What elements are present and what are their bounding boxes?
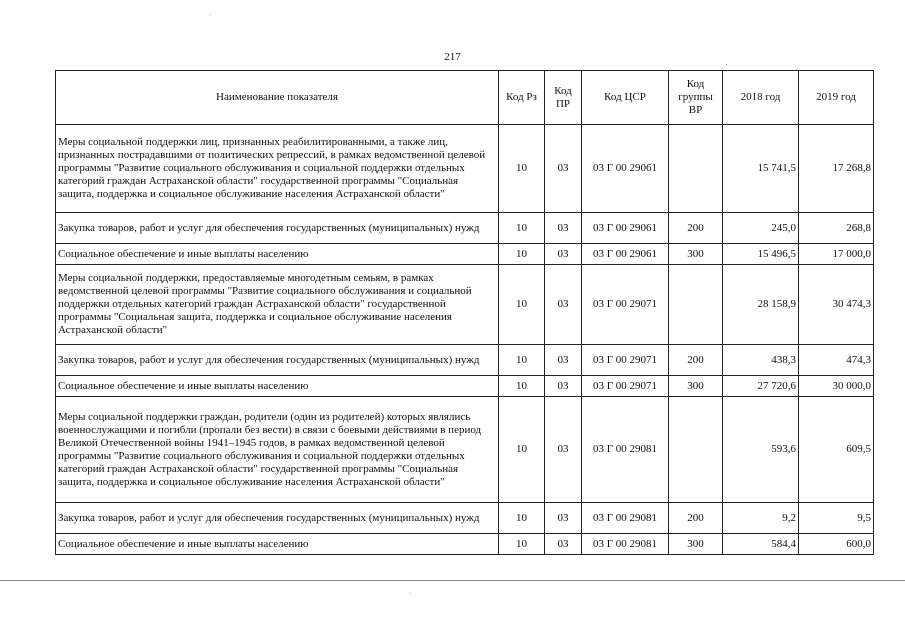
row-vr: 200 — [669, 503, 723, 534]
row-2018: 245,0 — [723, 213, 799, 244]
row-vr — [669, 265, 723, 345]
row-rz: 10 — [499, 534, 545, 555]
row-2018: 593,6 — [723, 397, 799, 503]
row-csr: 03 Г 00 29071 — [582, 345, 669, 376]
row-2019: 17 000,0 — [799, 244, 874, 265]
row-name: Социальное обеспечение и иные выплаты населению — [56, 376, 499, 397]
row-vr — [669, 397, 723, 503]
row-rz: 10 — [499, 244, 545, 265]
table-row — [56, 125, 874, 213]
row-name: Закупка товаров, работ и услуг для обеспечения государственных (муниципальных) нужд — [56, 503, 499, 534]
row-vr: 300 — [669, 244, 723, 265]
header-name: Наименование показателя — [56, 71, 499, 125]
row-csr: 03 Г 00 29081 — [582, 534, 669, 555]
row-csr: 03 Г 00 29071 — [582, 265, 669, 345]
header-2018: 2018 год — [723, 71, 799, 125]
row-2019: 609,5 — [799, 397, 874, 503]
row-pr: 03 — [545, 534, 582, 555]
row-pr: 03 — [545, 244, 582, 265]
row-name: Меры социальной поддержки граждан, родители (один из родителей) которых являлись военнослужащими и погибли (пропали без вести) в связи с боевыми действиями в период Великой Отечественной войны 1941–1945 годов, в рамках ведомственной целевой программы "Развитие социального обслуживания и социальной поддержки отдельных категорий граждан Астраханской области" государственной программы "Социальная защита, поддержка и социальное обслуживание населения Астраханской области" — [56, 397, 499, 503]
row-vr — [669, 125, 723, 213]
row-csr: 03 Г 00 29081 — [582, 503, 669, 534]
row-pr: 03 — [545, 397, 582, 503]
row-2019: 17 268,8 — [799, 125, 874, 213]
row-2019: 30 000,0 — [799, 376, 874, 397]
row-csr: 03 Г 00 29061 — [582, 125, 669, 213]
row-vr: 200 — [669, 345, 723, 376]
scan-speck — [726, 64, 727, 65]
row-2019: 600,0 — [799, 534, 874, 555]
page-bottom-rule — [0, 580, 905, 581]
table-row — [56, 397, 874, 503]
row-2018: 15 741,5 — [723, 125, 799, 213]
budget-table — [55, 70, 874, 555]
table-row — [56, 244, 874, 265]
header-2019: 2019 год — [799, 71, 874, 125]
row-rz: 10 — [499, 125, 545, 213]
row-rz: 10 — [499, 265, 545, 345]
row-rz: 10 — [499, 397, 545, 503]
header-pr: Код ПР — [545, 71, 582, 125]
row-csr: 03 Г 00 29071 — [582, 376, 669, 397]
row-vr: 200 — [669, 213, 723, 244]
row-rz: 10 — [499, 376, 545, 397]
page-number: 217 — [444, 51, 461, 63]
row-csr: 03 Г 00 29061 — [582, 213, 669, 244]
row-pr: 03 — [545, 265, 582, 345]
row-2018: 9,2 — [723, 503, 799, 534]
row-2019: 268,8 — [799, 213, 874, 244]
row-pr: 03 — [545, 213, 582, 244]
header-rz: Код Рз — [499, 71, 545, 125]
header-vr: Код группы ВР — [669, 71, 723, 125]
row-2018: 584,4 — [723, 534, 799, 555]
row-2019: 9,5 — [799, 503, 874, 534]
scan-speck — [410, 593, 411, 594]
row-2018: 438,3 — [723, 345, 799, 376]
table-row — [56, 534, 874, 555]
row-2018: 28 158,9 — [723, 265, 799, 345]
table-row — [56, 265, 874, 345]
row-name: Закупка товаров, работ и услуг для обеспечения государственных (муниципальных) нужд — [56, 345, 499, 376]
row-pr: 03 — [545, 376, 582, 397]
row-2018: 15 496,5 — [723, 244, 799, 265]
table-row — [56, 345, 874, 376]
row-name: Социальное обеспечение и иные выплаты населению — [56, 244, 499, 265]
row-name: Меры социальной поддержки лиц, признанных реабилитированными, а также лиц, признанных пострадавшими от политических репрессий, в рамках ведомственной целевой программы "Развитие социального обслуживания и социальной поддержки отдельных категорий граждан Астраханской области" государственной программы "Социальная защита, поддержка и социальное обслуживание населения Астраханской области" — [56, 125, 499, 213]
row-2019: 30 474,3 — [799, 265, 874, 345]
header-csr: Код ЦСР — [582, 71, 669, 125]
table-row — [56, 213, 874, 244]
scan-speck — [210, 14, 211, 15]
row-vr: 300 — [669, 534, 723, 555]
row-name: Социальное обеспечение и иные выплаты населению — [56, 534, 499, 555]
table-header-row — [56, 71, 874, 125]
row-name: Закупка товаров, работ и услуг для обеспечения государственных (муниципальных) нужд — [56, 213, 499, 244]
row-rz: 10 — [499, 503, 545, 534]
table-row — [56, 503, 874, 534]
table-row — [56, 376, 874, 397]
row-pr: 03 — [545, 125, 582, 213]
row-2019: 474,3 — [799, 345, 874, 376]
row-name: Меры социальной поддержки, предоставляемые многодетным семьям, в рамках ведомственной целевой программы "Развитие социального обслуживания и социальной поддержки отдельных категорий граждан Астраханской области" государственной программы "Социальная защита, поддержка и социальное обслуживание населения Астраханской области" — [56, 265, 499, 345]
row-csr: 03 Г 00 29081 — [582, 397, 669, 503]
row-csr: 03 Г 00 29061 — [582, 244, 669, 265]
row-vr: 300 — [669, 376, 723, 397]
row-rz: 10 — [499, 213, 545, 244]
row-2018: 27 720,6 — [723, 376, 799, 397]
row-pr: 03 — [545, 503, 582, 534]
row-pr: 03 — [545, 345, 582, 376]
row-rz: 10 — [499, 345, 545, 376]
